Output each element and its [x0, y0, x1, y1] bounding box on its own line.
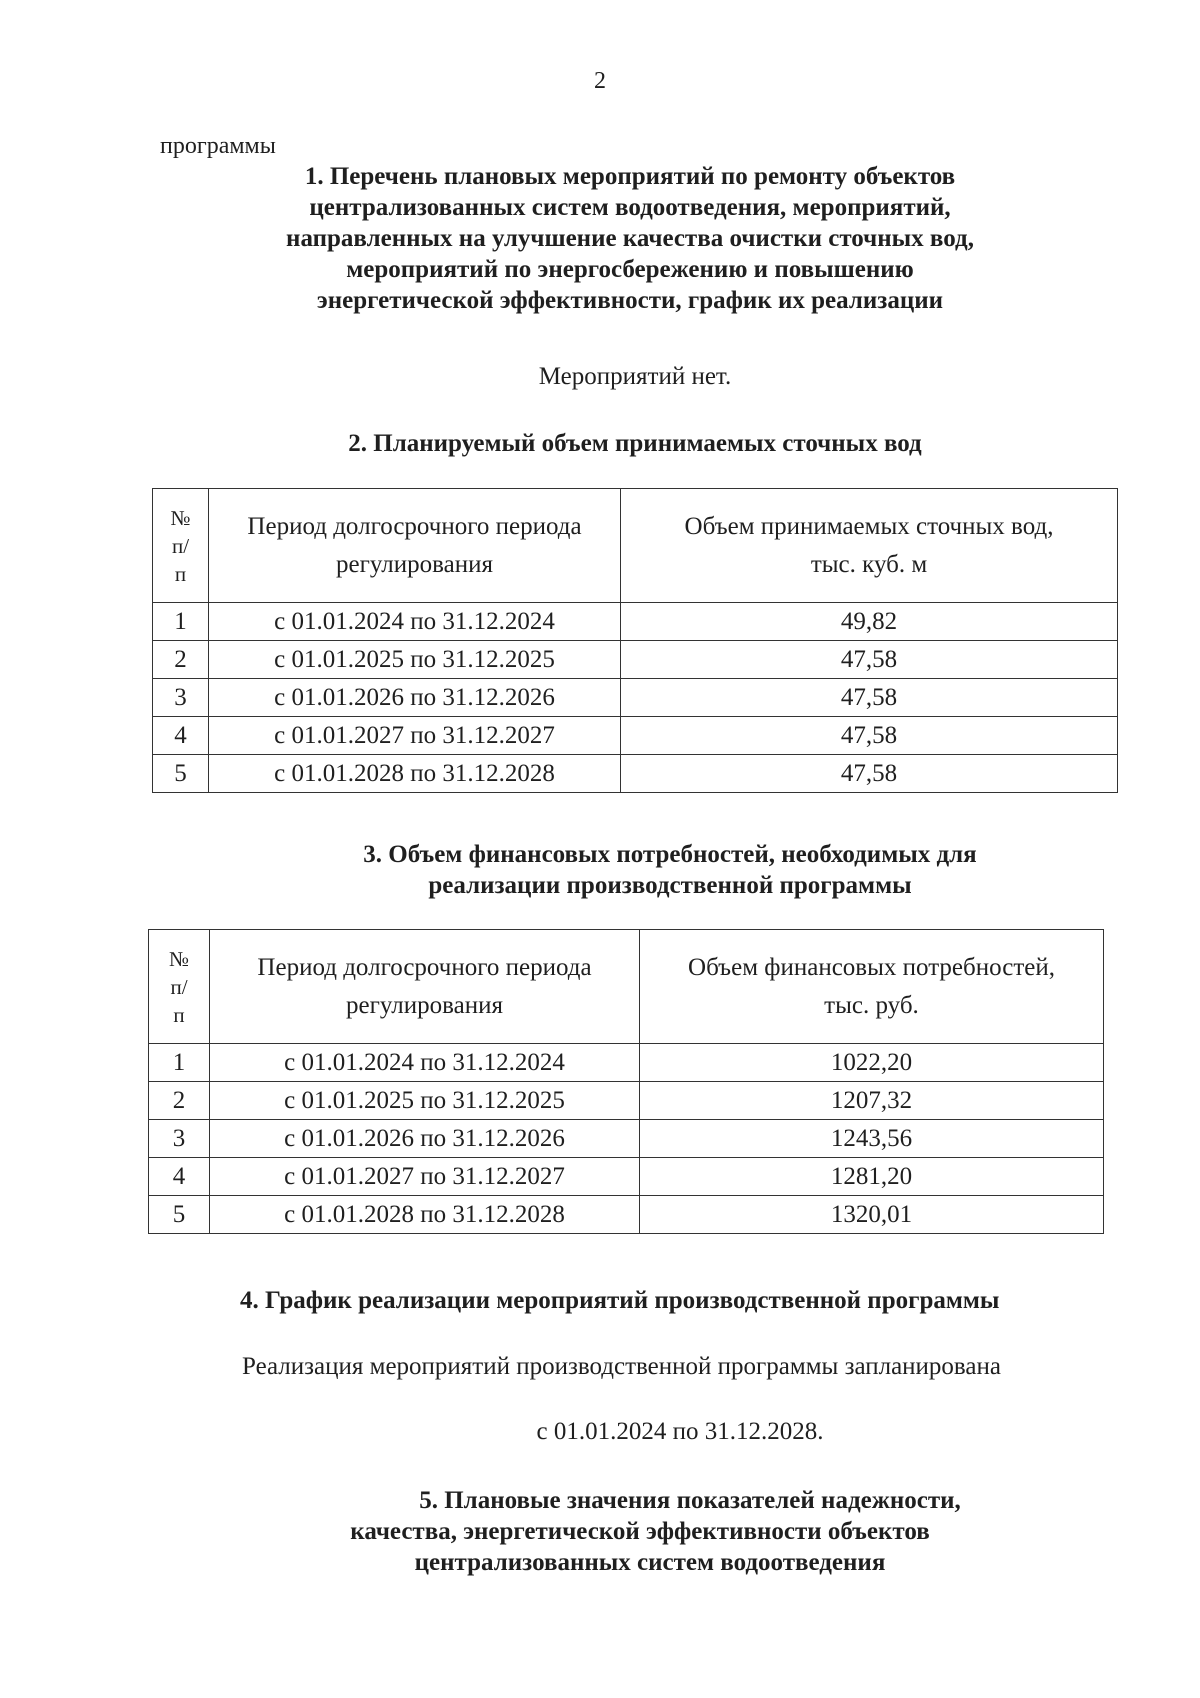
table-row	[153, 717, 1118, 755]
row-value: 1243,56	[640, 1120, 1104, 1158]
row-value: 47,58	[621, 717, 1118, 755]
section5-title	[0, 1485, 1200, 1578]
row-value: 47,58	[621, 641, 1118, 679]
section3-title-line: 3. Объем финансовых потребностей, необходимых для	[363, 841, 977, 868]
section1-title-line: энергетической эффективности, график их реализации	[316, 287, 944, 314]
header-financial: Объем финансовых потребностей, тыс. руб.	[640, 930, 1104, 1044]
section4-title: 4. График реализации мероприятий производственной программы	[240, 1287, 1000, 1314]
financial-needs-table	[148, 929, 1104, 1234]
row-value: 1022,20	[640, 1044, 1104, 1082]
table-row	[149, 1196, 1104, 1234]
header-volume: Объем принимаемых сточных вод, тыс. куб. м	[621, 489, 1118, 603]
row-period: с 01.01.2028 по 31.12.2028	[210, 1196, 640, 1234]
row-value: 47,58	[621, 679, 1118, 717]
table-header-row	[153, 489, 1118, 603]
section1-title-line: 1. Перечень плановых мероприятий по ремонту объектов	[304, 163, 956, 190]
section4-text-line2: с 01.01.2024 по 31.12.2028.	[536, 1418, 824, 1445]
sewage-volume-table	[152, 488, 1118, 793]
row-number: 3	[149, 1120, 210, 1158]
table-row	[153, 755, 1118, 793]
section5-title-line: 5. Плановые значения показателей надежности,	[419, 1487, 961, 1514]
row-value: 1207,32	[640, 1082, 1104, 1120]
header-number: № п/ п	[149, 930, 210, 1044]
header-period: Период долгосрочного периода регулирования	[209, 489, 621, 603]
table-row	[153, 679, 1118, 717]
section1-title	[180, 161, 1080, 316]
section2-title: 2. Планируемый объем принимаемых сточных вод	[348, 430, 922, 457]
section5-title-line: качества, энергетической эффективности объектов	[350, 1518, 930, 1545]
row-number: 1	[149, 1044, 210, 1082]
table-row	[149, 1044, 1104, 1082]
header-number: № п/ п	[153, 489, 209, 603]
row-value: 1281,20	[640, 1158, 1104, 1196]
row-number: 1	[153, 603, 209, 641]
table-row	[153, 641, 1118, 679]
table-row	[149, 1120, 1104, 1158]
section3-title-line: реализации производственной программы	[428, 872, 912, 899]
row-period: с 01.01.2027 по 31.12.2027	[209, 717, 621, 755]
section1-title-line: направленных на улучшение качества очистки сточных вод,	[286, 225, 974, 252]
row-number: 2	[153, 641, 209, 679]
row-number: 2	[149, 1082, 210, 1120]
section1-title-line: мероприятий по энергосбережению и повышению	[346, 256, 914, 283]
section1-title-line: централизованных систем водоотведения, мероприятий,	[309, 194, 951, 221]
row-period: с 01.01.2024 по 31.12.2024	[209, 603, 621, 641]
header-period: Период долгосрочного периода регулирования	[210, 930, 640, 1044]
row-value: 1320,01	[640, 1196, 1104, 1234]
row-number: 4	[149, 1158, 210, 1196]
section3-title	[0, 839, 1200, 901]
row-value: 47,58	[621, 755, 1118, 793]
row-period: с 01.01.2025 по 31.12.2025	[210, 1082, 640, 1120]
row-period: с 01.01.2026 по 31.12.2026	[210, 1120, 640, 1158]
row-period: с 01.01.2025 по 31.12.2025	[209, 641, 621, 679]
table-row	[149, 1158, 1104, 1196]
row-period: с 01.01.2028 по 31.12.2028	[209, 755, 621, 793]
continuation-text: программы	[160, 133, 276, 159]
row-period: с 01.01.2024 по 31.12.2024	[210, 1044, 640, 1082]
row-number: 3	[153, 679, 209, 717]
section1-text: Мероприятий нет.	[538, 363, 732, 390]
row-value: 49,82	[621, 603, 1118, 641]
row-period: с 01.01.2027 по 31.12.2027	[210, 1158, 640, 1196]
table-row	[153, 603, 1118, 641]
section4-text-line1: Реализация мероприятий производственной программы запланирована	[242, 1353, 1001, 1380]
row-number: 5	[153, 755, 209, 793]
table-header-row	[149, 930, 1104, 1044]
page-number: 2	[594, 68, 606, 94]
row-number: 5	[149, 1196, 210, 1234]
row-period: с 01.01.2026 по 31.12.2026	[209, 679, 621, 717]
section5-title-line: централизованных систем водоотведения	[414, 1549, 886, 1576]
row-number: 4	[153, 717, 209, 755]
table-row	[149, 1082, 1104, 1120]
